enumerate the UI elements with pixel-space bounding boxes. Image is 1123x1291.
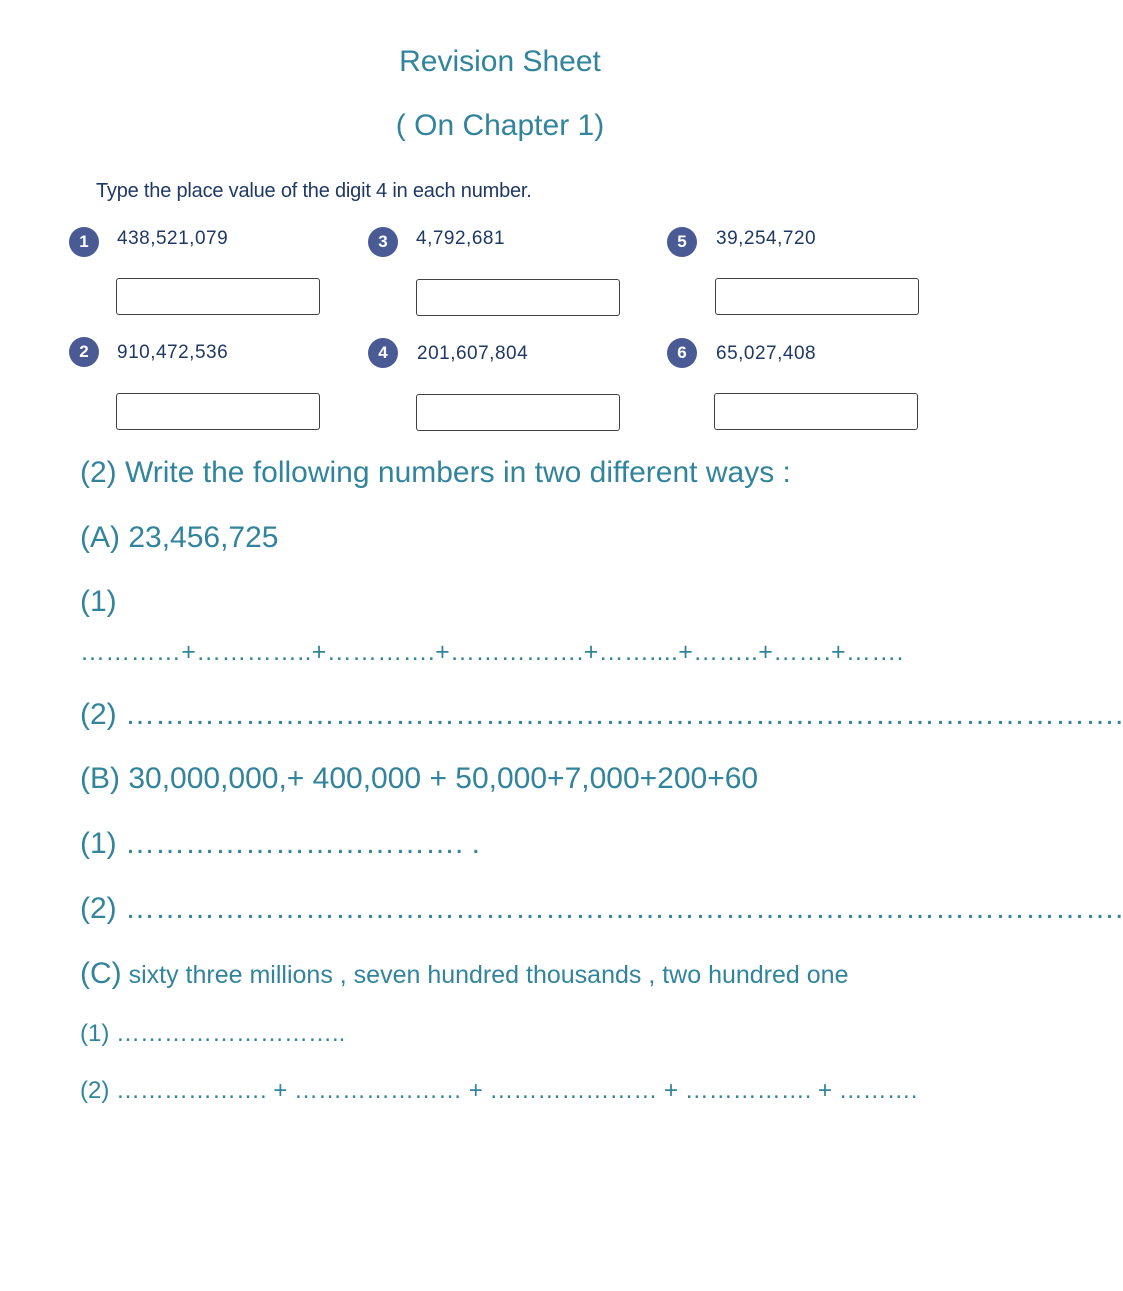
part-a-line1-label: (1)	[80, 585, 117, 618]
question-badge-6: 6	[667, 338, 697, 368]
question-badge-1: 1	[69, 227, 99, 257]
part-a-line1-blanks: …………+…………..+………….+…………….+……....+……..+…….+…….	[80, 638, 904, 666]
page-title: Revision Sheet	[399, 45, 601, 78]
question-number-2: 910,472,536	[117, 342, 229, 363]
answer-input-2[interactable]	[116, 393, 320, 430]
answer-input-4[interactable]	[416, 394, 620, 431]
part-a-line2: (2) ……………………………………………………………………………………….	[80, 698, 1123, 731]
question-badge-3: 3	[368, 227, 398, 257]
part-b-line2: (2) ……………………………………………………………………………………….	[80, 892, 1123, 925]
page-subtitle: ( On Chapter 1)	[395, 109, 605, 142]
part-c-text: sixty three millions , seven hundred thousands , two hundred one	[121, 961, 849, 989]
part-c-label	[80, 957, 848, 991]
question-number-6: 65,027,408	[716, 343, 817, 364]
question-number-4: 201,607,804	[417, 343, 529, 364]
answer-input-3[interactable]	[416, 279, 620, 316]
answer-input-5[interactable]	[715, 278, 919, 315]
section2-heading: (2) Write the following numbers in two different ways :	[80, 456, 791, 489]
question-number-1: 438,521,079	[117, 228, 229, 249]
part-c-prefix: (C)	[80, 957, 122, 990]
question-badge-5: 5	[667, 227, 697, 257]
answer-input-1[interactable]	[116, 278, 320, 315]
part-c-line1: (1) ………………………..	[80, 1020, 346, 1047]
question-number-3: 4,792,681	[416, 228, 506, 249]
answer-input-6[interactable]	[714, 393, 918, 430]
part-b-line1: (1) ……………………………. .	[80, 827, 481, 860]
part-a-label: (A) 23,456,725	[80, 521, 279, 554]
question-badge-4: 4	[368, 338, 398, 368]
question-badge-2: 2	[69, 337, 99, 367]
part-b-label: (B) 30,000,000,+ 400,000 + 50,000+7,000+200+60	[80, 762, 759, 795]
question-number-5: 39,254,720	[716, 228, 817, 249]
section1-instruction: Type the place value of the digit 4 in each number.	[96, 180, 532, 202]
part-c-line2: (2) ………………. + ………………… + ………………… + ……………. + ……….	[80, 1077, 918, 1104]
